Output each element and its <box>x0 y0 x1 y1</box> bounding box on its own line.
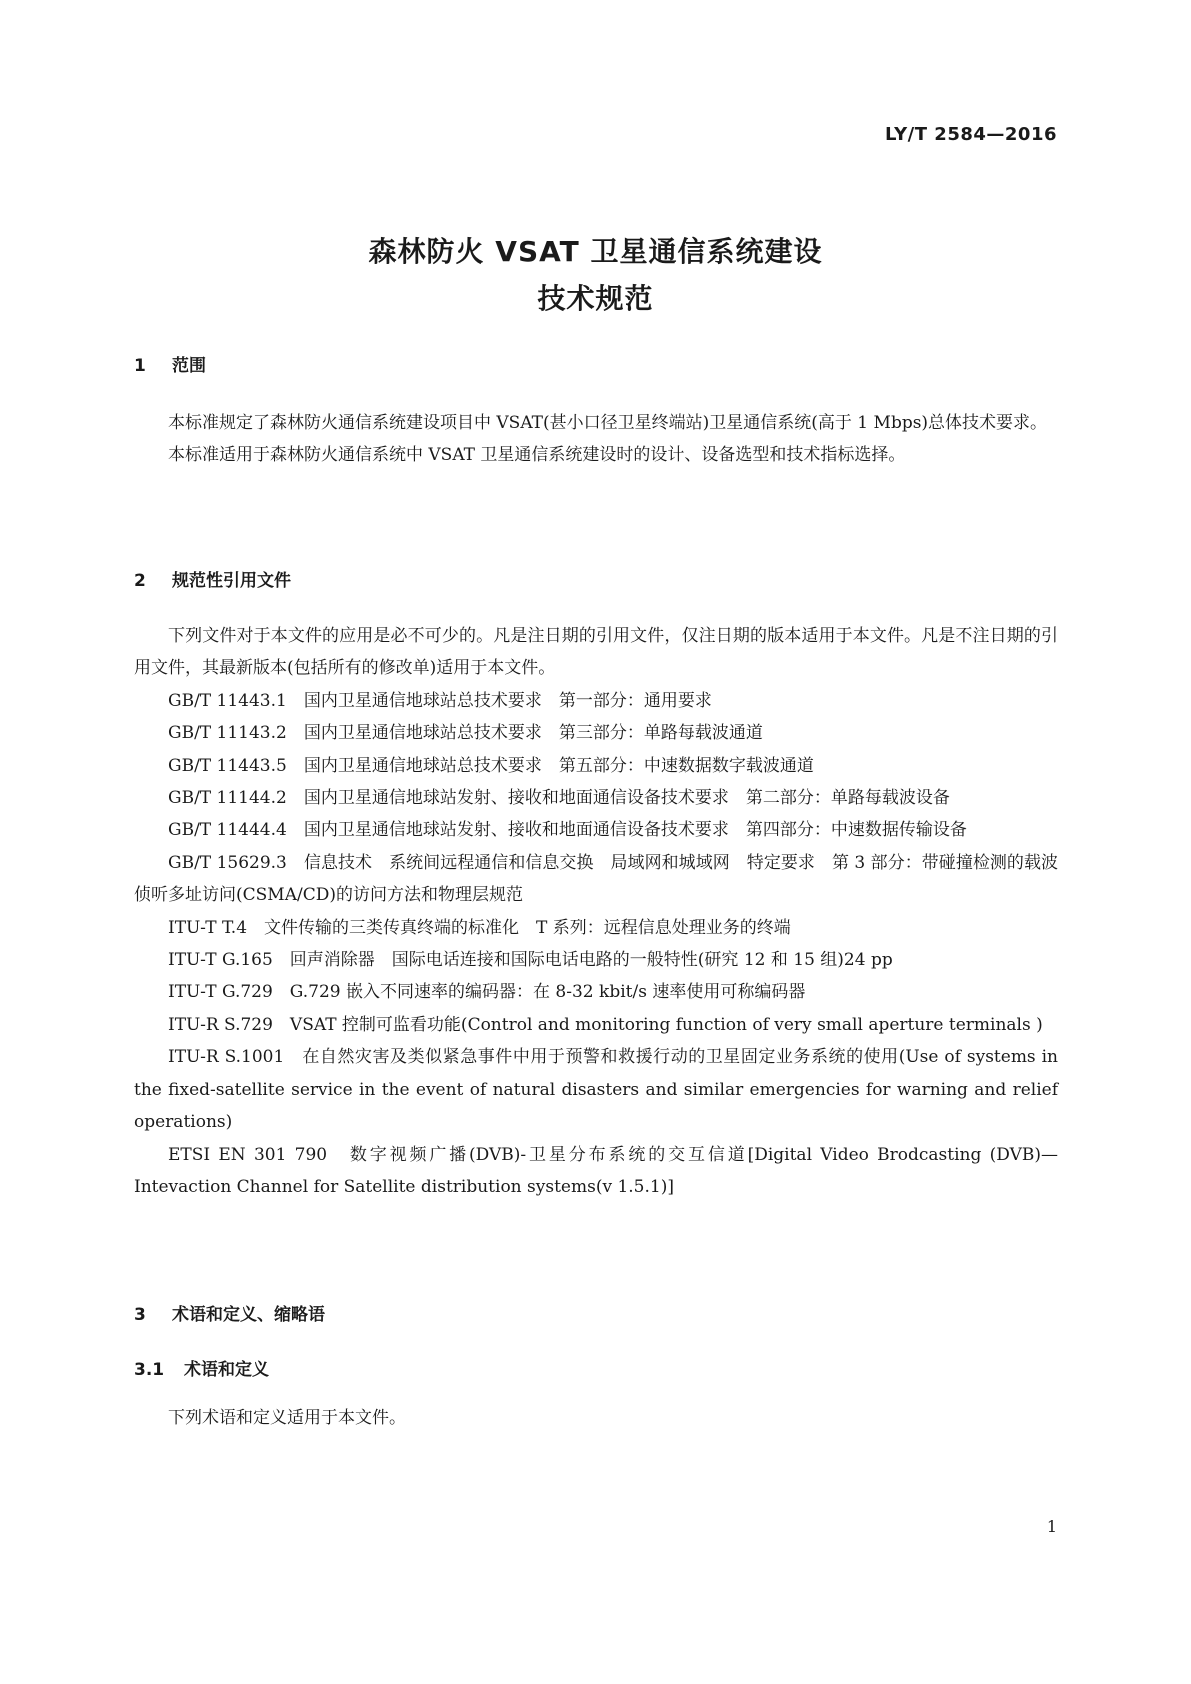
section-heading-terms-abbreviations <box>134 1300 325 1325</box>
section-title: 范围 <box>172 356 206 376</box>
reference-item: GB/T 11143.2 国内卫星通信地球站总技术要求 第三部分：单路每载波通道 <box>168 723 763 744</box>
section-title: 规范性引用文件 <box>172 571 291 591</box>
page-number: 1 <box>1046 1517 1057 1536</box>
paragraph: 本标准规定了森林防火通信系统建设项目中 VSAT(甚小口径卫星终端站)卫星通信系统(高于 1 Mbps)总体技术要求。 <box>168 413 1048 433</box>
section-title: 术语和定义、缩略语 <box>172 1305 325 1325</box>
section-number: 3 <box>134 1305 146 1325</box>
paragraph: 下列术语和定义适用于本文件。 <box>168 1408 406 1428</box>
standard-code: LY/T 2584—2016 <box>884 124 1057 145</box>
reference-item: GB/T 11144.2 国内卫星通信地球站发射、接收和地面通信设备技术要求 第二部分：单路每载波设备 <box>168 788 950 809</box>
paragraph: 下列文件对于本文件的应用是必不可少的。凡是注日期的引用文件，仅注日期的版本适用于本文件。凡是不注日期的引用文件，其最新版本(包括所有的修改单)适用于本文件。 <box>134 626 1058 679</box>
section-heading-scope <box>134 351 206 376</box>
reference-item: ITU-T G.729 G.729 嵌入不同速率的编码器：在 8-32 kbit/s 速率使用可称编码器 <box>168 982 806 1003</box>
reference-item: ITU-R S.729 VSAT 控制可监看功能(Control and monitoring function of very small aperture terminals ) <box>168 1014 1043 1035</box>
section-number: 1 <box>134 356 146 376</box>
reference-item: GB/T 11443.1 国内卫星通信地球站总技术要求 第一部分：通用要求 <box>168 690 712 711</box>
document-title-line-1: 森林防火 VSAT 卫星通信系统建设 <box>368 235 823 268</box>
reference-item: GB/T 11444.4 国内卫星通信地球站发射、接收和地面通信设备技术要求 第四部分：中速数据传输设备 <box>168 820 967 841</box>
paragraph: 本标准适用于森林防火通信系统中 VSAT 卫星通信系统建设时的设计、设备选型和技术指标选择。 <box>168 445 906 466</box>
subsection-heading-terms-definitions <box>134 1355 269 1380</box>
reference-item: GB/T 11443.5 国内卫星通信地球站总技术要求 第五部分：中速数据数字载波通道 <box>168 755 814 776</box>
section-number: 3.1 <box>134 1360 165 1380</box>
section-body-normative-references <box>134 620 1058 1203</box>
reference-item: ITU-R S.1001 在自然灾害及类似紧急事件中用于预警和救援行动的卫星固定业务系统的使用(Use of systems in the fixed-satellite service in the event of natural disasters and similar emergencies for warning and relief operations) <box>134 1047 1058 1133</box>
section-title: 术语和定义 <box>184 1360 269 1380</box>
section-body-scope <box>134 407 1058 472</box>
document-title-line-2: 技术规范 <box>537 282 654 315</box>
section-number: 2 <box>134 571 146 591</box>
reference-item: ITU-T T.4 文件传输的三类传真终端的标准化 T 系列：远程信息处理业务的终端 <box>168 917 791 938</box>
reference-item: ITU-T G.165 回声消除器 国际电话连接和国际电话电路的一般特性(研究 12 和 15 组)24 pp <box>168 950 893 971</box>
reference-item: ETSI EN 301 790 数字视频广播(DVB)-卫星分布系统的交互信道[Digital Video Brodcasting (DVB)—Intevaction Channel for Satellite distribution systems(v 1.5.1)] <box>134 1144 1058 1197</box>
reference-item: GB/T 15629.3 信息技术 系统间远程通信和信息交换 局域网和城域网 特定要求 第 3 部分：带碰撞检测的载波侦听多址访问(CSMA/CD)的访问方法和物理层规范 <box>134 852 1058 906</box>
section-heading-normative-references <box>134 566 291 591</box>
section-body-terms-definitions <box>134 1402 1058 1434</box>
